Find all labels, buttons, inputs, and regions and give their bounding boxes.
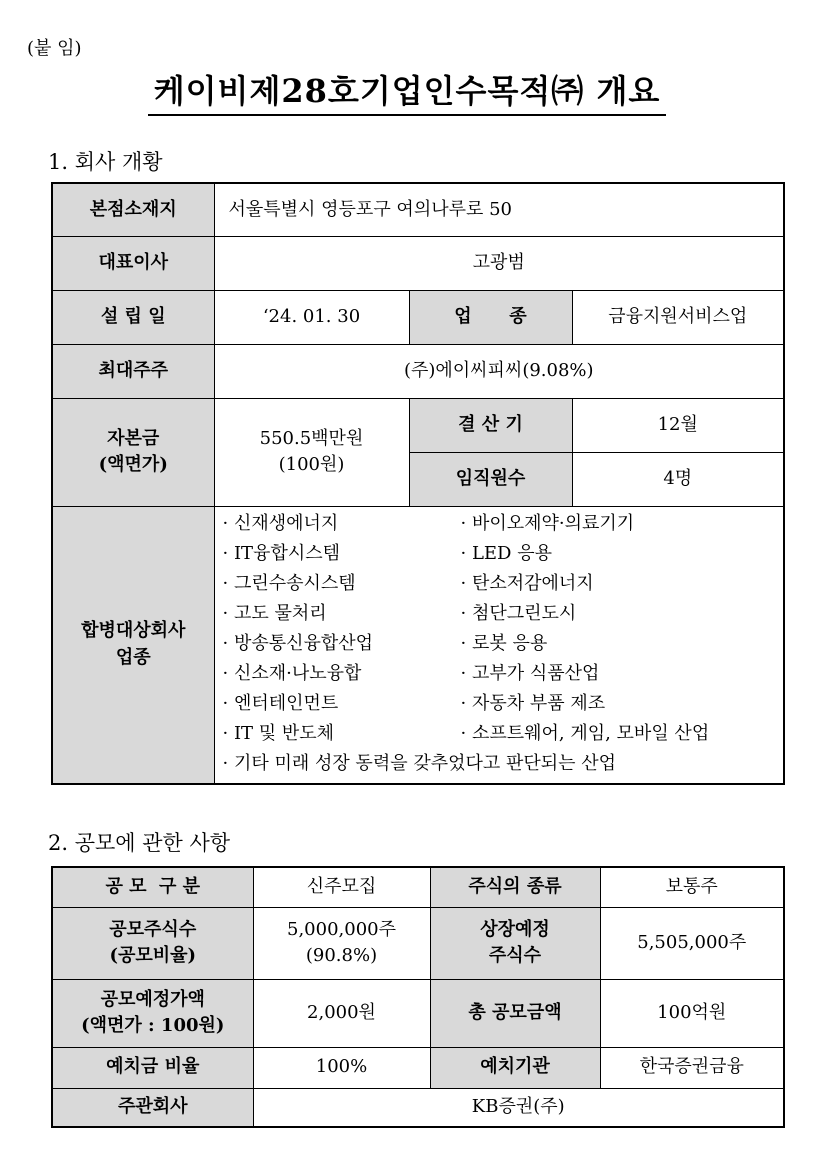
capital-label	[52, 398, 214, 506]
listed-shares-label	[430, 907, 600, 979]
table-row	[52, 506, 784, 784]
share-type-value: 보통주	[600, 867, 784, 907]
industry-value: 금융지원서비스업	[572, 290, 784, 344]
offering-table	[51, 866, 785, 1128]
listed-shares-value: 5,505,000주	[600, 907, 784, 979]
offer-shares-value-line-2: (90.8%)	[305, 945, 378, 966]
merger-label	[52, 506, 214, 784]
offer-price-label-line-1: 공모예정가액	[100, 988, 205, 1010]
underwriter-label: 주관회사	[52, 1088, 253, 1127]
list-item: · 고부가 식품산업	[460, 662, 600, 684]
document-title-text: 케이비제28호기업인수목적㈜ 개요	[148, 66, 667, 116]
list-item: · 소프트웨어, 게임, 모바일 산업	[460, 722, 710, 744]
offer-price-label	[52, 979, 253, 1047]
custodian-value: 한국증권금융	[600, 1047, 784, 1088]
table-row	[52, 183, 784, 236]
offer-shares-value-line-1: 5,000,000주	[287, 918, 396, 940]
founded-label: 설 립 일	[52, 290, 214, 344]
founded-value: ‘24. 01. 30	[214, 290, 409, 344]
fiscal-value: 12월	[572, 398, 784, 452]
deposit-ratio-label: 예치금 비율	[52, 1047, 253, 1088]
list-item: · 첨단그린도시	[460, 602, 577, 624]
list-item: · 고도 물처리	[222, 602, 327, 624]
custodian-label: 예치기관	[430, 1047, 600, 1088]
table-row	[52, 867, 784, 907]
list-item: · LED 응용	[460, 542, 552, 564]
merger-industries-list	[215, 507, 784, 783]
offer-type-value: 신주모집	[253, 867, 430, 907]
total-offer-value: 100억원	[600, 979, 784, 1047]
listed-shares-label-line-2: 주식수	[488, 945, 542, 966]
list-item: · 바이오제약·의료기기	[460, 512, 635, 534]
list-item: · 그린수송시스템	[222, 572, 356, 594]
merger-label-line-2: 업종	[115, 646, 151, 668]
capital-value	[214, 398, 409, 506]
merger-industries	[214, 506, 784, 784]
offer-price-label-line-2: (액면가 : 100원)	[81, 1015, 225, 1036]
offer-shares-label-line-1: 공모주식수	[109, 918, 197, 940]
hq-label: 본점소재지	[52, 183, 214, 236]
offer-shares-value	[253, 907, 430, 979]
capital-label-line-2: (액면가)	[98, 454, 168, 475]
list-item: · IT융합시스템	[222, 542, 340, 564]
offer-type-label: 공 모 구 분	[52, 867, 253, 907]
table-row	[52, 398, 784, 452]
list-item: · 기타 미래 성장 동력을 갖추었다고 판단되는 산업	[222, 752, 617, 774]
list-item: · 로봇 응용	[460, 632, 548, 654]
total-offer-label: 총 공모금액	[430, 979, 600, 1047]
shareholder-value: (주)에이씨피씨(9.08%)	[214, 344, 784, 398]
table-row	[52, 1088, 784, 1127]
list-item: · 자동차 부품 제조	[460, 692, 606, 714]
attachment-label: (붙 임)	[27, 38, 82, 59]
employees-value: 4명	[572, 452, 784, 506]
list-item: · IT 및 반도체	[222, 722, 335, 744]
listed-shares-label-line-1: 상장예정	[480, 918, 550, 940]
table-row	[52, 979, 784, 1047]
list-item: · 신재생에너지	[222, 512, 339, 534]
offer-price-value: 2,000원	[253, 979, 430, 1047]
capital-value-line-2: (100원)	[278, 454, 345, 475]
list-item: · 탄소저감에너지	[460, 572, 594, 594]
section-1-heading: 1. 회사 개황	[48, 150, 163, 174]
list-item: · 엔터테인먼트	[222, 692, 339, 714]
document-title	[0, 66, 814, 116]
capital-label-line-1: 자본금	[107, 427, 160, 449]
offer-shares-label	[52, 907, 253, 979]
list-item: · 방송통신융합산업	[222, 632, 374, 654]
list-item: · 신소재·나노융합	[222, 662, 362, 684]
shareholder-label: 최대주주	[52, 344, 214, 398]
ceo-value: 고광범	[214, 236, 784, 290]
table-row	[52, 1047, 784, 1088]
offer-shares-label-line-2: (공모비율)	[109, 945, 197, 966]
hq-value: 서울특별시 영등포구 여의나루로 50	[214, 183, 784, 236]
table-row	[52, 290, 784, 344]
share-type-label: 주식의 종류	[430, 867, 600, 907]
table-row	[52, 907, 784, 979]
merger-label-line-1: 합병대상회사	[81, 620, 186, 642]
table-row	[52, 236, 784, 290]
capital-value-line-1: 550.5백만원	[259, 427, 364, 449]
ceo-label: 대표이사	[52, 236, 214, 290]
deposit-ratio-value: 100%	[253, 1047, 430, 1088]
section-2-heading: 2. 공모에 관한 사항	[48, 831, 231, 855]
fiscal-label: 결 산 기	[409, 398, 572, 452]
underwriter-value: KB증권(주)	[253, 1088, 784, 1127]
company-overview-table	[51, 182, 785, 785]
table-row	[52, 344, 784, 398]
employees-label: 임직원수	[409, 452, 572, 506]
industry-label: 업 종	[409, 290, 572, 344]
